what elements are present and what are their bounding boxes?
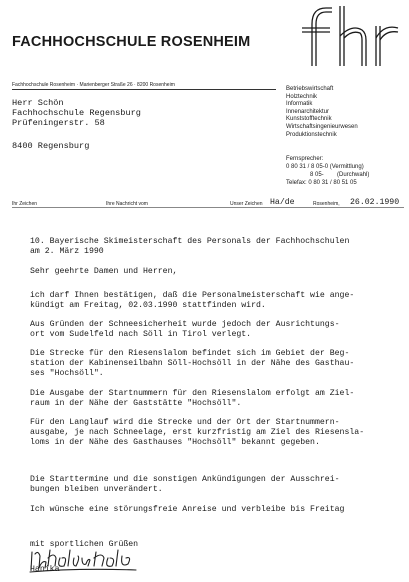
- body-line: Die Strecke für den Riesenslalom befindet sich im Gebiet der Beg-: [30, 349, 350, 358]
- body-paragraph: [30, 475, 340, 495]
- body-line: ausgabe, je nach Schneelage, erst kurzfristig am Ziel des Riesensla-: [30, 428, 365, 438]
- unser-zeichen-label: Unser Zeichen: [230, 201, 263, 207]
- body-line: ses "Hochsöll".: [30, 369, 104, 379]
- sender-rule: [12, 89, 276, 90]
- letter-date: 26.02.1990: [350, 198, 400, 207]
- recipient-name: Herr Schön: [12, 98, 64, 108]
- place-label: Rosenheim,: [313, 201, 340, 207]
- department-item: Holztechnik: [286, 93, 318, 100]
- phone-label: Fernsprecher:: [286, 156, 324, 162]
- body-line: ort vom Sudelfeld nach Söll in Tirol verlegt.: [30, 330, 252, 340]
- school-name: FACHHOCHSCHULE ROSENHEIM: [12, 34, 251, 50]
- body-paragraph: [30, 418, 364, 449]
- salutation: Sehr geehrte Damen und Herren,: [30, 267, 178, 276]
- body-line: Die Ausgabe der Startnummern für den Riesenslalom erfolgt am Ziel-: [30, 389, 355, 398]
- body-paragraph: [30, 291, 354, 311]
- closing: mit sportlichen Grüßen: [30, 540, 139, 549]
- body-line: Ich wünsche eine störungsfreie Anreise und verbleibe bis Freitag: [30, 505, 345, 514]
- department-item: Innenarchitektur: [286, 108, 330, 115]
- body-line: loms in der Nähe des Gasthauses "Hochsöll" bekannt gegeben.: [30, 438, 320, 448]
- body-line: Für den Langlauf wird die Strecke und der Ort der Startnummern-: [30, 418, 340, 427]
- department-item: Kunststofftechnik: [286, 116, 332, 123]
- body-line: bungen bleiben unverändert.: [30, 485, 163, 495]
- unser-zeichen-value: Ha/de: [270, 198, 295, 207]
- body-line: Aus Gründen der Schneesicherheit wurde jedoch der Ausrichtungs-: [30, 320, 340, 329]
- body-paragraph: [30, 349, 354, 380]
- body-line: kündigt am Freitag, 02.03.1990 stattfinden wird.: [30, 301, 266, 311]
- subject-line: 10. Bayerische Skimeisterschaft des Personals der Fachhochschulen: [30, 237, 350, 246]
- signer-name: Hanika: [30, 565, 60, 574]
- phone-main: 0 80 31 / 8 05-0 (Vermittlung): [286, 164, 364, 170]
- ihre-nachricht-label: Ihre Nachricht vom: [106, 201, 148, 207]
- recipient-street: Prüfeningerstr. 58: [12, 118, 105, 128]
- body-line: raum in der Nähe der Gaststätte "Hochsöll".: [30, 399, 242, 409]
- body-line: ich darf Ihnen bestätigen, daß die Personalmeisterschaft wie ange-: [30, 291, 355, 300]
- phone-direct: 8 05- (Durchwahl): [310, 172, 370, 178]
- department-item: Produktionstechnik: [286, 131, 337, 138]
- recipient-org: Fachhochschule Regensburg: [12, 108, 141, 118]
- department-item: Betriebswirtschaft: [286, 86, 334, 92]
- department-item: Wirtschaftsingenieurwesen: [286, 123, 358, 130]
- ihr-zeichen-label: Ihr Zeichen: [12, 201, 38, 207]
- body-paragraph: [30, 320, 340, 340]
- department-list: [286, 86, 358, 139]
- department-item: Informatik: [286, 101, 313, 108]
- body-paragraph: [30, 389, 354, 409]
- contact-block: [286, 155, 369, 187]
- letter-subject: [30, 237, 349, 257]
- fhr-logo: [290, 2, 402, 68]
- subject-line: am 2. März 1990: [30, 247, 104, 257]
- recipient-address: [12, 98, 141, 128]
- sender-address-line: Fachhochschule Rosenheim · Marienberger Straße 26 · 8200 Rosenheim: [12, 82, 175, 88]
- reference-rule: [12, 207, 404, 208]
- telefax: Telefax: 0 80 31 / 80 51 05: [286, 180, 357, 186]
- body-line: Die Starttermine und die sonstigen Ankündigungen der Ausschrei-: [30, 475, 340, 484]
- body-line: station der Kabinenseilbahn Söll-Hochsöll in der Nähe des Gasthau-: [30, 359, 355, 369]
- recipient-city: 8400 Regensburg: [12, 141, 90, 151]
- body-paragraph: [30, 505, 344, 515]
